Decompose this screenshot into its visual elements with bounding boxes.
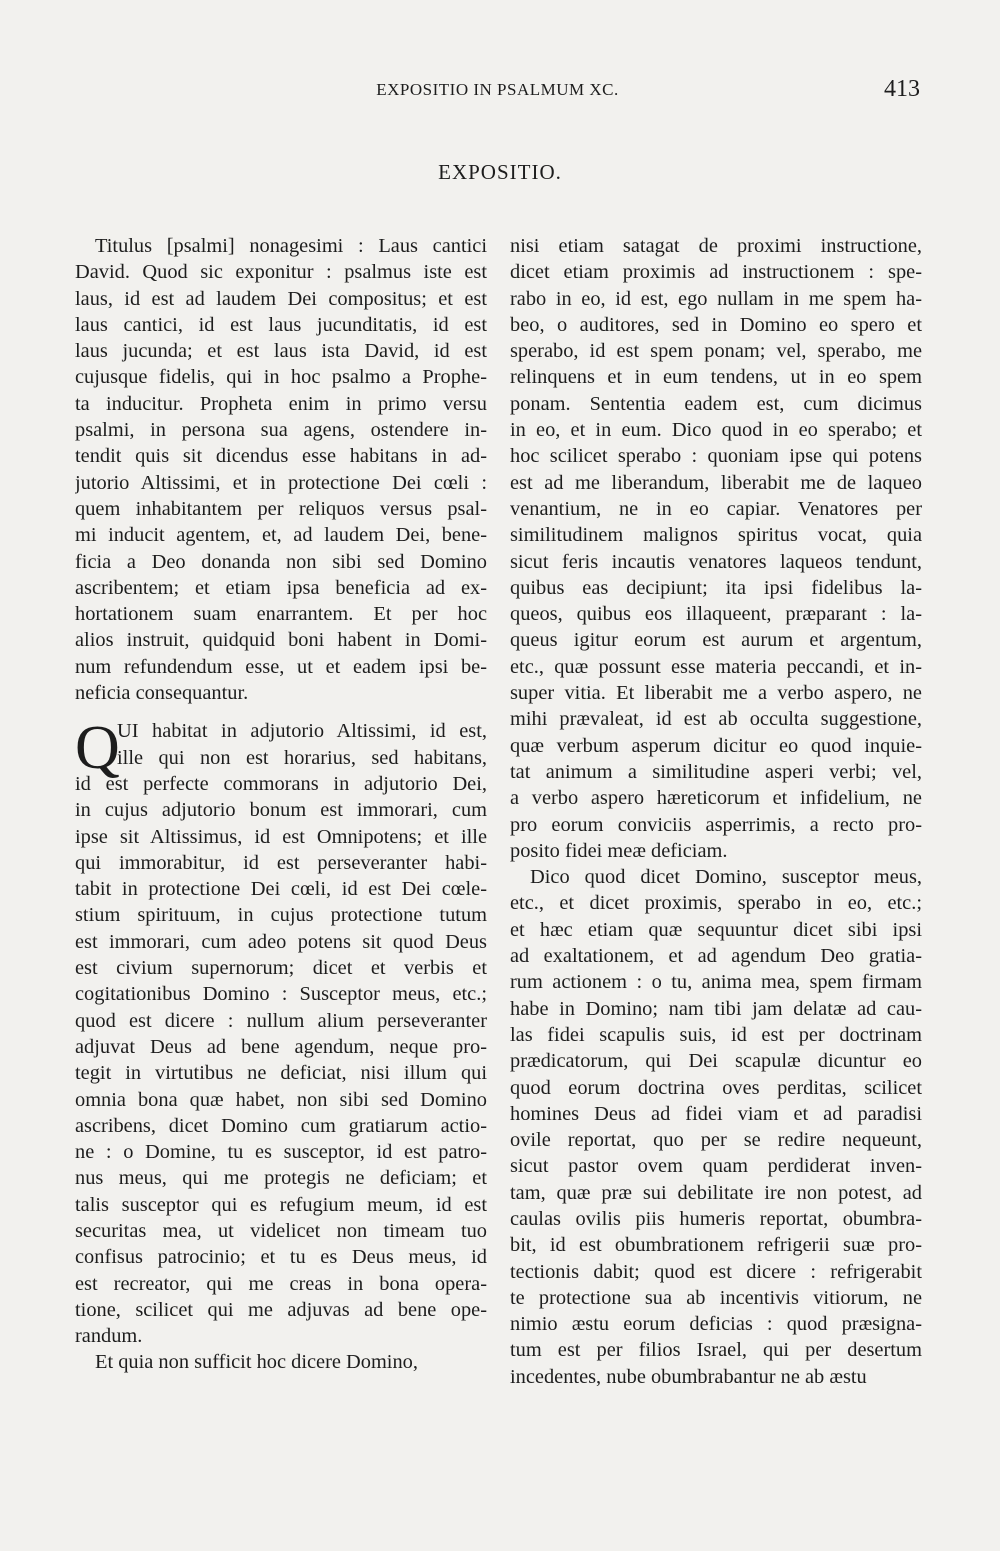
text-line: tendit quis sit dicendus esse habitans in ad- [75,445,487,468]
text-line: dicet etiam proximis ad instructionem : spe- [510,261,922,284]
text-line: beo, o auditores, sed in Domino eo spero et [510,313,922,336]
text-line: similitudinem malignos spiritus vocat, quia [510,524,922,547]
text-line: incedentes, nube obumbrabantur ne ab æstu [510,1365,867,1388]
page-number: 413 [884,76,920,102]
text-line: sicut feris incautis venatores laqueos tendunt, [510,550,922,573]
running-title: EXPOSITIO IN PSALMUM XC. [376,80,619,99]
text-line: homines Deus ad fidei viam et ad paradisi [510,1102,922,1125]
text-line: te protectione sua ab incentivis vitiorum, ne [510,1286,922,1309]
text-line: queos, quibus eos illaqueent, præparant : la- [510,603,922,626]
text-line: est immorari, cum adeo potens sit quod Deus [75,930,487,953]
text-line: super vitia. Et liberabit me a verbo aspero, ne [510,682,922,705]
text-line: psalmi, in persona sua agens, ostendere in- [75,419,487,442]
text-line: tabit in protectione Dei cœli, id est Dei cœle- [75,878,487,901]
text-line: mi inducit agentem, et, ad laudem Dei, bene- [75,524,487,547]
text-line: quod eorum doctrina oves perditas, scilicet [510,1076,922,1099]
text-line: nimio æstu eorum deficias : quod præsigna- [510,1313,922,1336]
text-line: quæ verbum asperum dicitur eo quod inquie- [510,734,922,757]
text-line: quod est dicere : nullum alium perseveranter [75,1009,487,1032]
text-line: UI habitat in adjutorio Altissimi, id est, [117,720,487,743]
text-line: las fidei scapulis suis, id est per doctrinam [510,1023,922,1046]
text-line: tat animum a similitudine asperi verbi; vel, [510,760,922,783]
text-line: est recreator, qui me creas in bona opera- [75,1272,487,1295]
text-line: Et quia non sufficit hoc dicere Domino, [95,1351,418,1374]
text-line: venantium, ne in eo capiar. Venatores per [510,497,922,520]
section-title: EXPOSITIO. [438,160,562,184]
text-line: ta inducitur. Propheta enim in primo versu [75,392,487,415]
text-line: hoc scilicet sperabo : quoniam ipse qui potens [510,445,922,468]
text-line: David. Quod sic exponitur : psalmus iste est [75,261,487,284]
text-line: neficia consequantur. [75,682,249,705]
text-line: tione, scilicet qui me adjuvas ad bene ope- [75,1298,487,1321]
text-line: ad exaltationem, et ad agendum Deo gratia- [510,945,922,968]
text-line: stium spirituum, in cujus protectione tutum [75,904,487,927]
text-line: alios instruit, quidquid boni habent in Domi- [75,629,487,652]
text-line: bit, id est obumbrationem refrigerii suæ pro- [510,1234,922,1257]
text-line: talis susceptor qui es refugium meum, id est [75,1193,487,1216]
text-line: cujusque fidelis, qui in hoc psalmo a Prophe- [75,366,487,389]
text-line: in eo, et in eum. Dico quod in eo sperabo; et [510,419,922,442]
text-line: omnia bona quæ habet, non sibi sed Domino [75,1088,487,1111]
text-line: pro eorum conviciis asperrimis, a recto pro- [510,813,922,836]
text-line: laus, id est ad laudem Dei compositus; et est [75,287,487,310]
text-line: hortationem suam enarrantem. Et per hoc [75,603,487,626]
text-line: ascribentem; et etiam ipsa beneficia ad ex- [75,576,487,599]
text-line: cogitationibus Domino : Susceptor meus, etc.; [75,983,487,1006]
right-column [510,233,922,1390]
text-line: laus jucunda; et est laus ista David, id est [75,340,487,363]
text-line: sicut pastor ovem quam perdiderat inven- [510,1155,922,1178]
text-line: adjuvat Deus ad bene agendum, neque pro- [75,1035,487,1058]
text-line: ne : o Domine, tu es susceptor, id est patro- [75,1141,487,1164]
text-line: securitas mea, ut videlicet non timeam tuo [75,1219,487,1242]
text-line: mihi prævaleat, id est ab occulta suggestione, [510,708,922,731]
drop-cap-initial: Q [75,714,120,782]
text-line: tectionis dabit; quod est dicere : refrigerabit [510,1260,922,1283]
text-line: confisus patrocinio; et tu es Deus meus, id [75,1246,487,1269]
text-line: relinquens et in eum tendens, ut in eo spem [510,366,922,389]
text-line: quibus eas decipiunt; ita ipsi fidelibus la- [510,576,922,599]
text-line: ficia a Deo donanda non sibi sed Domino [75,550,487,573]
text-line: laus cantici, id est laus jucunditatis, id est [75,313,487,336]
text-line: rum actionem : o tu, anima mea, spem firmam [510,971,922,994]
text-line: est ad me liberandum, liberabit me de laqueo [510,471,922,494]
text-line: posito fidei meæ deficiam. [510,839,728,862]
running-head [75,78,920,102]
text-line: est civium supernorum; dicet et verbis et [75,957,487,980]
text-line: ascribens, dicet Domino cum gratiarum actio- [75,1114,487,1137]
text-line: Dico quod dicet Domino, susceptor meus, [530,866,922,889]
left-column [75,233,487,1376]
text-line: sperabo, id est spem ponam; vel, sperabo, me [510,340,922,363]
text-line: jutorio Altissimi, et in protectione Dei cœli : [75,471,487,494]
text-line: tam, quæ præ sui debilitate ire non potest, ad [510,1181,922,1204]
text-line: habe in Domino; nam tibi jam delatæ ad cau- [510,997,922,1020]
text-line: prædicatorum, qui Dei scapulæ dicuntur eo [510,1050,922,1073]
text-line: qui immorabitur, id est perseveranter habi- [75,851,487,874]
text-line: num refundendum esse, ut et eadem ipsi be- [75,655,487,678]
text-line: a verbo aspero hæreticorum et infidelium, ne [510,787,922,810]
text-line: nus meus, qui me protegis ne deficiam; et [75,1167,487,1190]
paragraph-gap [75,706,487,718]
text-line: etc., et dicet proximis, sperabo in eo, etc.; [510,892,922,915]
text-line: tegit in virtutibus ne deficiat, nisi illum qui [75,1062,487,1085]
text-line: queus igitur eorum est aurum et argentum, [510,629,922,652]
text-line: rabo in eo, id est, ego nullam in me spem ha- [510,287,922,310]
text-line: ille qui non est horarius, sed habitans, [117,746,487,769]
text-line: nisi etiam satagat de proximi instructione, [510,235,922,257]
text-line: in cujus adjutorio bonum est immorari, cum [75,799,487,822]
text-line: quem inhabitantem per reliquos versus psal- [75,497,487,520]
text-line: et hæc etiam quæ sequuntur dicet sibi ipsi [510,918,922,941]
text-line: tum est per filios Israel, qui per desertum [510,1339,922,1362]
text-line: etc., quæ possunt esse materia peccandi, et in- [510,655,922,678]
text-line: ipse sit Altissimus, id est Omnipotens; et ille [75,825,487,848]
text-line: ponam. Sententia eadem est, cum dicimus [510,392,922,415]
text-line: randum. [75,1325,143,1348]
text-line: Titulus [psalmi] nonagesimi : Laus cantici [95,235,487,257]
text-line: caulas ovilis piis humeris reportat, obumbra- [510,1207,922,1230]
text-line: ovile reportat, quo per se redire nequeunt, [510,1129,922,1152]
text-line: id est perfecte commorans in adjutorio Dei, [75,772,487,795]
